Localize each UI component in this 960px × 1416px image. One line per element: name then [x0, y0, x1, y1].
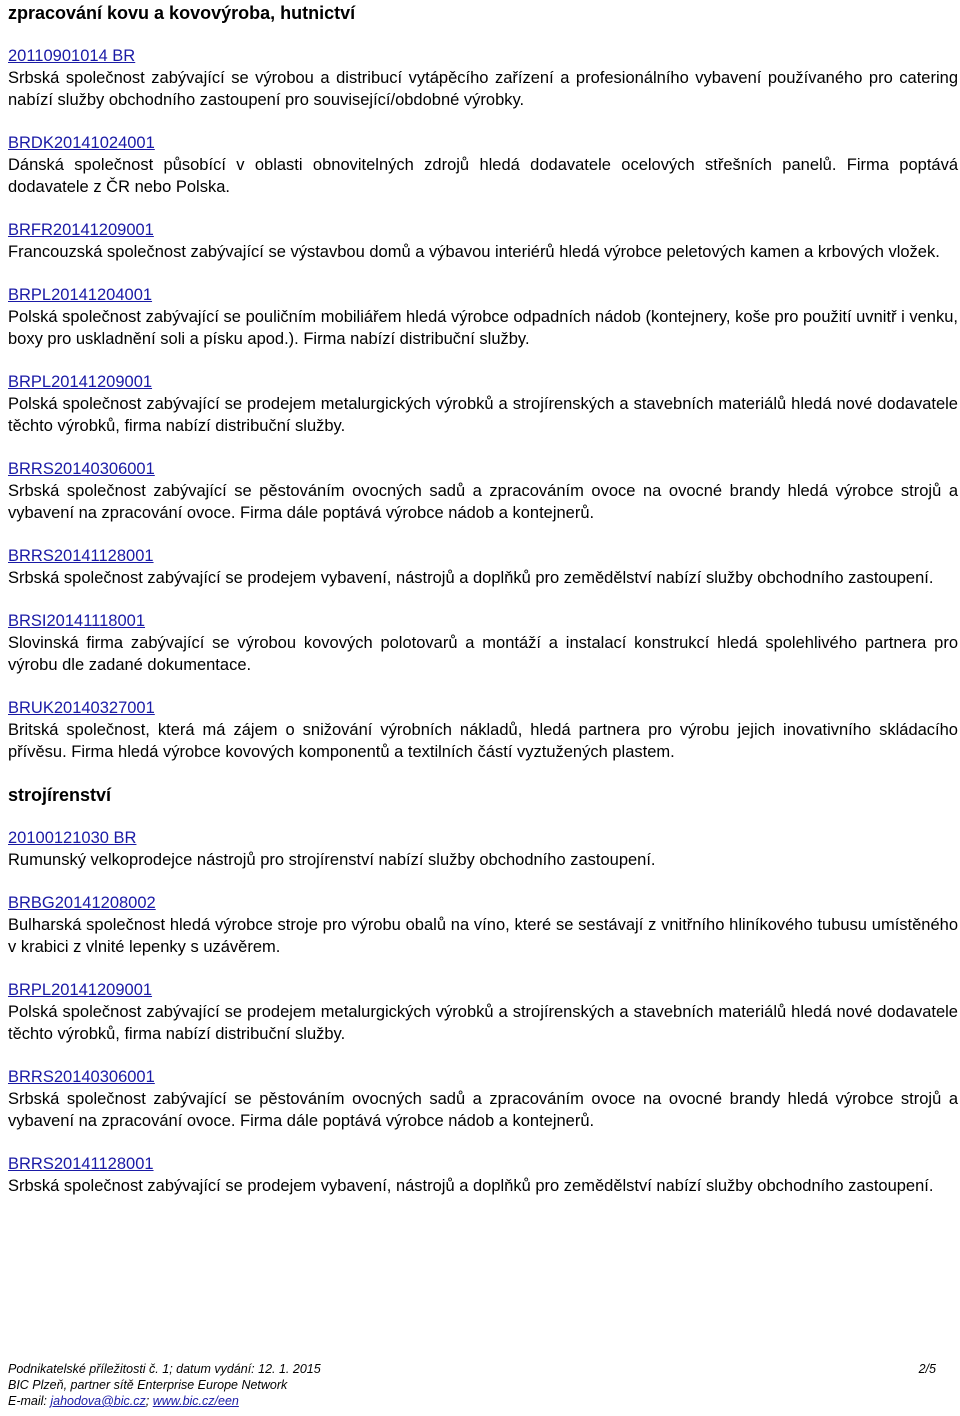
entry-code-link[interactable]: BRBG20141208002	[8, 894, 156, 912]
entry-description: Polská společnost zabývající se pouličním mobiliářem hledá výrobce odpadních nádob (kontejnery, koše pro použití uvnitř i venku, boxy pro uskladnění soli a písku apod.). Firma nabízí distribuční služby.	[8, 308, 958, 348]
publication-info: Podnikatelské příležitosti č. 1; datum vydání: 12. 1. 2015	[8, 1362, 321, 1376]
contact-line	[8, 1393, 936, 1409]
list-item	[8, 1066, 958, 1132]
section-mechanical-engineering	[8, 784, 958, 1197]
entry-code-link[interactable]: BRPL20141209001	[8, 981, 153, 999]
entry-description: Srbská společnost zabývající se výrobou a distribucí vytápěcího zařízení a profesionálního vybavení používaného pro catering nabízí služby obchodního zastoupení pro související/obdobné výrobky.	[8, 69, 958, 109]
entry-code-link[interactable]: BRSI20141118001	[8, 612, 146, 630]
page-footer	[8, 1361, 936, 1409]
entry-description: Bulharská společnost hledá výrobce stroje pro výrobu obalů na víno, které se sestávají z vnitřního hliníkového tubusu umístěného v krabici z vlnité lepenky s uzávěrem.	[8, 916, 958, 956]
section-title: strojírenství	[8, 785, 112, 805]
entry-description: Slovinská firma zabývající se výrobou kovových polotovarů a montáží a instalací konstrukcí hledá spolehlivého partnera pro výrobu dle zadané dokumentace.	[8, 634, 958, 674]
website-link[interactable]: www.bic.cz/een	[152, 1394, 239, 1408]
list-item	[8, 132, 958, 198]
entry-description: Srbská společnost zabývající se pěstováním ovocných sadů a zpracováním ovoce na ovocné brandy hledá výrobce strojů a vybavení na zpracování ovoce. Firma dále poptává výrobce nádob a kontejnerů.	[8, 482, 958, 522]
list-item	[8, 697, 958, 763]
entry-code-link[interactable]: 20110901014 BR	[8, 47, 136, 65]
page-number: 2/5	[918, 1362, 936, 1376]
list-item	[8, 284, 958, 350]
entry-code-link[interactable]: BRPL20141204001	[8, 286, 153, 304]
entry-description: Britská společnost, která má zájem o snižování výrobních nákladů, hledá partnera pro výrobu jejich inovativního skládacího přívěsu. Firma hledá výrobce kovových komponentů a textilních částí vyztužených plastem.	[8, 721, 958, 761]
entry-description: Srbská společnost zabývající se prodejem vybavení, nástrojů a doplňků pro zemědělství nabízí služby obchodního zastoupení.	[8, 569, 934, 587]
organization-info: BIC Plzeň, partner sítě Enterprise Europe Network	[8, 1378, 288, 1392]
email-label: E-mail:	[8, 1394, 51, 1408]
entry-description: Rumunský velkoprodejce nástrojů pro strojírenství nabízí služby obchodního zastoupení.	[8, 851, 656, 869]
section-metalworking	[8, 2, 958, 763]
entry-code-link[interactable]: BRRS20141128001	[8, 1155, 154, 1173]
email-link[interactable]: jahodova@bic.cz	[50, 1394, 146, 1408]
list-item	[8, 827, 958, 871]
entry-description: Srbská společnost zabývající se pěstováním ovocných sadů a zpracováním ovoce na ovocné brandy hledá výrobce strojů a vybavení na zpracování ovoce. Firma dále poptává výrobce nádob a kontejnerů.	[8, 1090, 958, 1130]
entry-code-link[interactable]: BRFR20141209001	[8, 221, 154, 239]
document-page	[8, 0, 958, 1197]
entry-code-link[interactable]: BRRS20140306001	[8, 1068, 155, 1086]
footer-line-1	[8, 1361, 936, 1377]
list-item	[8, 45, 958, 111]
section-title: zpracování kovu a kovovýroba, hutnictví	[8, 3, 356, 23]
list-item	[8, 892, 958, 958]
list-item	[8, 219, 958, 263]
entry-code-link[interactable]: BRPL20141209001	[8, 373, 153, 391]
entry-description: Francouzská společnost zabývající se výstavbou domů a výbavou interiérů hledá výrobce peletových kamen a krbových vložek.	[8, 243, 940, 261]
entry-code-link[interactable]: BRRS20140306001	[8, 460, 155, 478]
entry-code-link[interactable]: 20100121030 BR	[8, 829, 137, 847]
entry-code-link[interactable]: BRUK20140327001	[8, 699, 155, 717]
entry-description: Srbská společnost zabývající se prodejem vybavení, nástrojů a doplňků pro zemědělství nabízí služby obchodního zastoupení.	[8, 1177, 934, 1195]
list-item	[8, 610, 958, 676]
contact-separator: ;	[145, 1394, 153, 1408]
list-item	[8, 545, 958, 589]
entry-description: Polská společnost zabývající se prodejem metalurgických výrobků a strojírenských a stavebních materiálů hledá nové dodavatele těchto výrobků, firma nabízí distribuční služby.	[8, 1003, 958, 1043]
list-item	[8, 458, 958, 524]
entry-description: Dánská společnost působící v oblasti obnovitelných zdrojů hledá dodavatele ocelových střešních panelů. Firma poptává dodavatele z ČR nebo Polska.	[8, 156, 958, 196]
entry-code-link[interactable]: BRRS20141128001	[8, 547, 154, 565]
list-item	[8, 371, 958, 437]
list-item	[8, 979, 958, 1045]
entry-description: Polská společnost zabývající se prodejem metalurgických výrobků a strojírenských a stavebních materiálů hledá nové dodavatele těchto výrobků, firma nabízí distribuční služby.	[8, 395, 958, 435]
list-item	[8, 1153, 958, 1197]
entry-code-link[interactable]: BRDK20141024001	[8, 134, 155, 152]
